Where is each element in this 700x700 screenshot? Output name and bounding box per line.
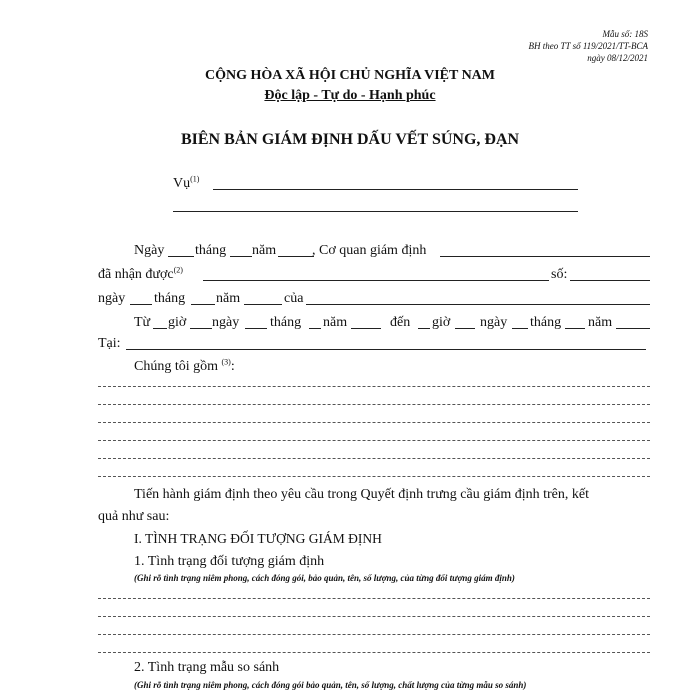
case-line-2[interactable]: [173, 211, 578, 212]
motto: Độc lập - Tự do - Hạnh phúc: [264, 88, 436, 103]
members-label: Chúng tôi gồm $^{(3)}$:: [134, 357, 235, 374]
item-1-note: (Ghi rõ tình trạng niêm phong, cách đóng gói, bảo quản, tên, số lượng, của từng đối tượng giám định): [134, 573, 515, 583]
row3-day-line[interactable]: [130, 304, 152, 305]
row4-year-line[interactable]: [309, 328, 321, 329]
case-footnote: (1): [190, 174, 200, 184]
row4-month2: tháng: [530, 315, 562, 330]
section-1-heading: I. TÌNH TRẠNG ĐỐI TƯỢNG GIÁM ĐỊNH: [134, 531, 382, 546]
item-1-line-3[interactable]: [98, 634, 650, 635]
row3-month-line[interactable]: [191, 304, 215, 305]
row1-day-line[interactable]: [168, 256, 194, 257]
row4-year2-value-line[interactable]: [616, 328, 650, 329]
row3-year: năm: [216, 291, 241, 306]
members-line-1[interactable]: [98, 386, 650, 387]
row2-received: [98, 267, 183, 283]
national-title: CỘNG HÒA XÃ HỘI CHỦ NGHĨA VIỆT NAM: [204, 68, 495, 83]
row3-of: của: [284, 291, 304, 306]
form-date: ngày 08/12/2021: [587, 53, 648, 63]
row4-year2: năm: [588, 315, 613, 330]
intro-line-2: quả như sau:: [98, 509, 170, 524]
row1-year-line[interactable]: [278, 256, 314, 257]
row2-number: số:: [551, 267, 568, 282]
item-1-line-2[interactable]: [98, 616, 650, 617]
document-title: BIÊN BẢN GIÁM ĐỊNH DẤU VẾT SÚNG, ĐẠN: [180, 131, 520, 148]
members-line-3[interactable]: [98, 422, 650, 423]
row4-hour2-line[interactable]: [418, 328, 430, 329]
form-regulation: BH theo TT số 119/2021/TT-BCA: [528, 41, 648, 51]
case-label: [173, 176, 199, 192]
form-number: Mẫu số: 18S: [602, 29, 648, 39]
item-1-line-4[interactable]: [98, 652, 650, 653]
place-label: Tại:: [98, 336, 121, 351]
row1-agency-line[interactable]: [440, 256, 650, 257]
members-line-2[interactable]: [98, 404, 650, 405]
row2-number-line[interactable]: [570, 280, 650, 281]
members-line-4[interactable]: [98, 440, 650, 441]
item-1-line-1[interactable]: [98, 598, 650, 599]
row4-day-line[interactable]: [190, 328, 212, 329]
item-2-note: (Ghi rõ tình trạng niêm phong, cách đóng gói bảo quản, tên, số lượng, chất lượng của từng mẫu so sánh): [134, 680, 527, 690]
row3-day: ngày: [98, 291, 126, 306]
members-text: Chúng tôi gồm: [134, 359, 219, 374]
row4-month-line[interactable]: [245, 328, 267, 329]
row4-month2-line[interactable]: [512, 328, 528, 329]
row4-hour: giờ: [168, 315, 187, 330]
case-line[interactable]: [213, 189, 578, 190]
row4-year: năm: [323, 315, 348, 330]
row4-year-value-line[interactable]: [351, 328, 381, 329]
case-text: Vụ: [173, 176, 191, 191]
received-text: đã nhận được: [98, 267, 174, 282]
row4-to: đến: [390, 315, 411, 330]
members-line-6[interactable]: [98, 476, 650, 477]
row1-day: Ngày: [134, 243, 165, 258]
row1-month: tháng: [195, 243, 227, 258]
row4-year2-line[interactable]: [565, 328, 585, 329]
received-footnote: (2): [173, 265, 183, 275]
row4-day2-line[interactable]: [455, 328, 475, 329]
place-line[interactable]: [126, 349, 646, 350]
members-line-5[interactable]: [98, 458, 650, 459]
row4-month: tháng: [270, 315, 302, 330]
intro-line-1: Tiến hành giám định theo yêu cầu trong Quyết định trưng cầu giám định trên, kết: [134, 487, 589, 502]
row4-day2: ngày: [480, 315, 508, 330]
row4-from: Từ: [134, 315, 151, 330]
row3-year-line[interactable]: [244, 304, 282, 305]
row3-month: tháng: [154, 291, 186, 306]
row4-hour-line[interactable]: [153, 328, 167, 329]
item-1-title: 1. Tình trạng đối tượng giám định: [134, 554, 325, 569]
row1-month-line[interactable]: [230, 256, 252, 257]
row2-line[interactable]: [203, 280, 549, 281]
row1-year: năm: [252, 243, 277, 258]
form-code: [528, 28, 648, 64]
item-2-title: 2. Tình trạng mẫu so sánh: [134, 660, 280, 675]
row3-of-line[interactable]: [306, 304, 650, 305]
row4-hour2: giờ: [432, 315, 451, 330]
row4-day: ngày: [212, 315, 240, 330]
members-footnote: (3): [221, 357, 231, 367]
row1-agency: , Cơ quan giám định: [312, 243, 427, 258]
